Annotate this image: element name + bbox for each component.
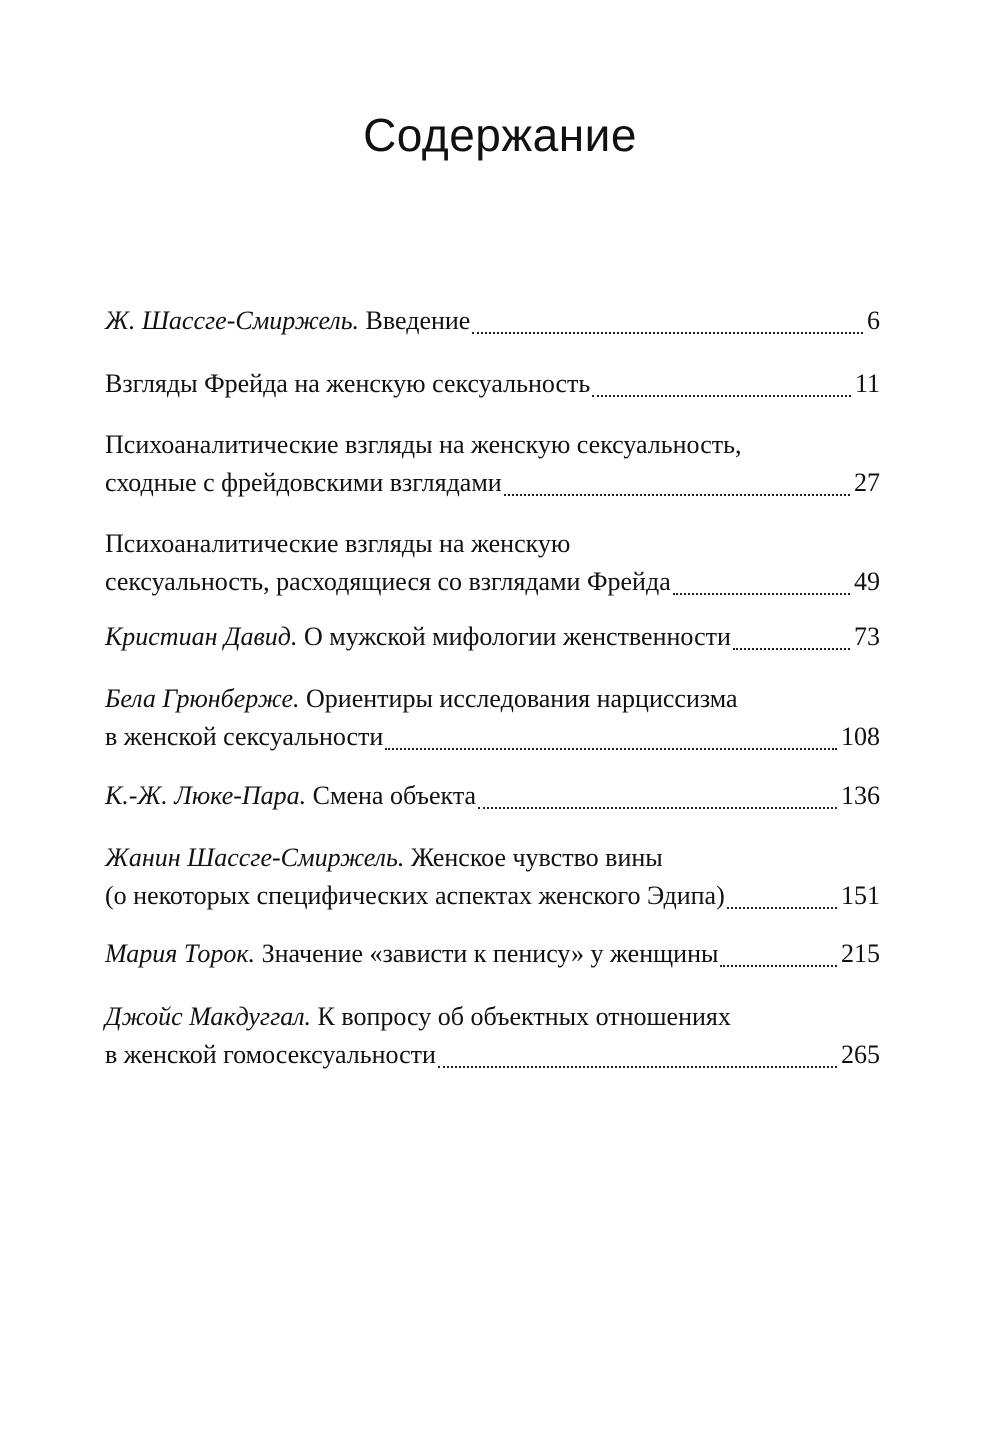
toc-entry-page-number: 73 xyxy=(854,622,880,651)
toc-entry-page-number: 108 xyxy=(841,722,880,751)
toc-entry[interactable] xyxy=(105,998,880,1074)
toc-entry-title-line: сходные с фрейдовскими взглядами xyxy=(105,468,502,497)
toc-entry-title-line: в женской гомосексуальности xyxy=(105,1040,436,1069)
toc-entry-last-line xyxy=(105,302,880,340)
toc-entry[interactable] xyxy=(105,302,880,340)
leader-dots xyxy=(504,493,850,496)
toc-entry-text xyxy=(105,777,476,815)
toc-entry-page-number: 49 xyxy=(854,567,880,596)
toc-entry-last-line xyxy=(105,777,880,815)
toc-entry-first-line xyxy=(105,998,880,1036)
leader-dots xyxy=(727,906,837,909)
toc-entry-author: Бела Грюнберже. xyxy=(105,684,300,713)
leader-dots xyxy=(478,806,837,809)
toc-entry[interactable] xyxy=(105,365,880,403)
toc-entry[interactable] xyxy=(105,525,880,601)
toc-entry-title-line: К вопросу об объектных отношениях xyxy=(311,1002,731,1031)
toc-entry[interactable] xyxy=(105,777,880,815)
toc-entry-author: Мария Торок. xyxy=(105,939,256,968)
toc-entry-text xyxy=(105,618,731,656)
leader-dots xyxy=(438,1065,837,1068)
toc-entry-last-line xyxy=(105,877,880,915)
toc-entry-last-line xyxy=(105,1036,880,1074)
toc-entry-text xyxy=(105,935,718,973)
toc-entry[interactable] xyxy=(105,935,880,973)
toc-entry-last-line xyxy=(105,464,880,502)
toc-entry-page-number: 151 xyxy=(841,881,880,910)
toc-entry-page-number: 11 xyxy=(854,369,880,398)
leader-dots xyxy=(673,592,850,595)
toc-entry-first-line xyxy=(105,680,880,718)
toc-entry-title: О мужской мифологии женственности xyxy=(297,622,731,651)
toc-entry-title-line: Психоаналитические взгляды на женскую сексуальность, xyxy=(105,430,742,459)
toc-entry-page-number: 6 xyxy=(867,306,880,335)
toc-entry-text xyxy=(105,302,470,340)
toc-entry-author: Ж. Шассге-Смиржель. xyxy=(105,306,360,335)
toc-entry[interactable] xyxy=(105,618,880,656)
toc-entry-title: Значение «зависти к пенису» у женщины xyxy=(255,939,719,968)
toc-entry-title-line: Женское чувство вины xyxy=(404,843,663,872)
toc-entry-first-line xyxy=(105,839,880,877)
toc-entry[interactable] xyxy=(105,680,880,756)
toc-entry-author: Кристиан Давид. xyxy=(105,622,298,651)
leader-dots xyxy=(472,331,863,334)
toc-entry-title-line: Психоаналитические взгляды на женскую xyxy=(105,529,571,558)
toc-entry-title-line: Ориентиры исследования нарциссизма xyxy=(299,684,738,713)
toc-entry-page-number: 265 xyxy=(841,1040,880,1069)
toc-entry-page-number: 215 xyxy=(841,939,880,968)
leader-dots xyxy=(385,747,837,750)
leader-dots xyxy=(733,647,850,650)
toc-entry-last-line xyxy=(105,935,880,973)
toc-entry-title: Введение xyxy=(359,306,471,335)
toc-entry-page-number: 27 xyxy=(854,468,880,497)
toc-entry-title-line: в женской сексуальности xyxy=(105,722,384,751)
toc-entry-last-line xyxy=(105,618,880,656)
toc-entry[interactable] xyxy=(105,839,880,915)
toc-entry-author: Джойс Макдуггал. xyxy=(105,1002,312,1031)
toc-entry-page-number: 136 xyxy=(841,781,880,810)
toc-entry-author: К.-Ж. Люке-Пара. xyxy=(105,781,307,810)
toc-entry-title: Взгляды Фрейда на женскую сексуальность xyxy=(105,369,591,398)
toc-entry-last-line xyxy=(105,718,880,756)
toc-entry-title-line: (о некоторых специфических аспектах женского Эдипа) xyxy=(105,881,725,910)
toc-entry-last-line xyxy=(105,365,880,403)
toc-entry-last-line xyxy=(105,563,880,601)
leader-dots xyxy=(592,394,851,397)
toc-entry-title: Смена объекта xyxy=(306,781,477,810)
page-title: Содержание xyxy=(363,109,637,161)
leader-dots xyxy=(720,964,837,967)
toc-entry-title-line: сексуальность, расходящиеся со взглядами Фрейда xyxy=(105,567,671,596)
toc-entry[interactable] xyxy=(105,426,880,502)
toc-entry-author: Жанин Шассге-Смиржель. xyxy=(105,843,405,872)
